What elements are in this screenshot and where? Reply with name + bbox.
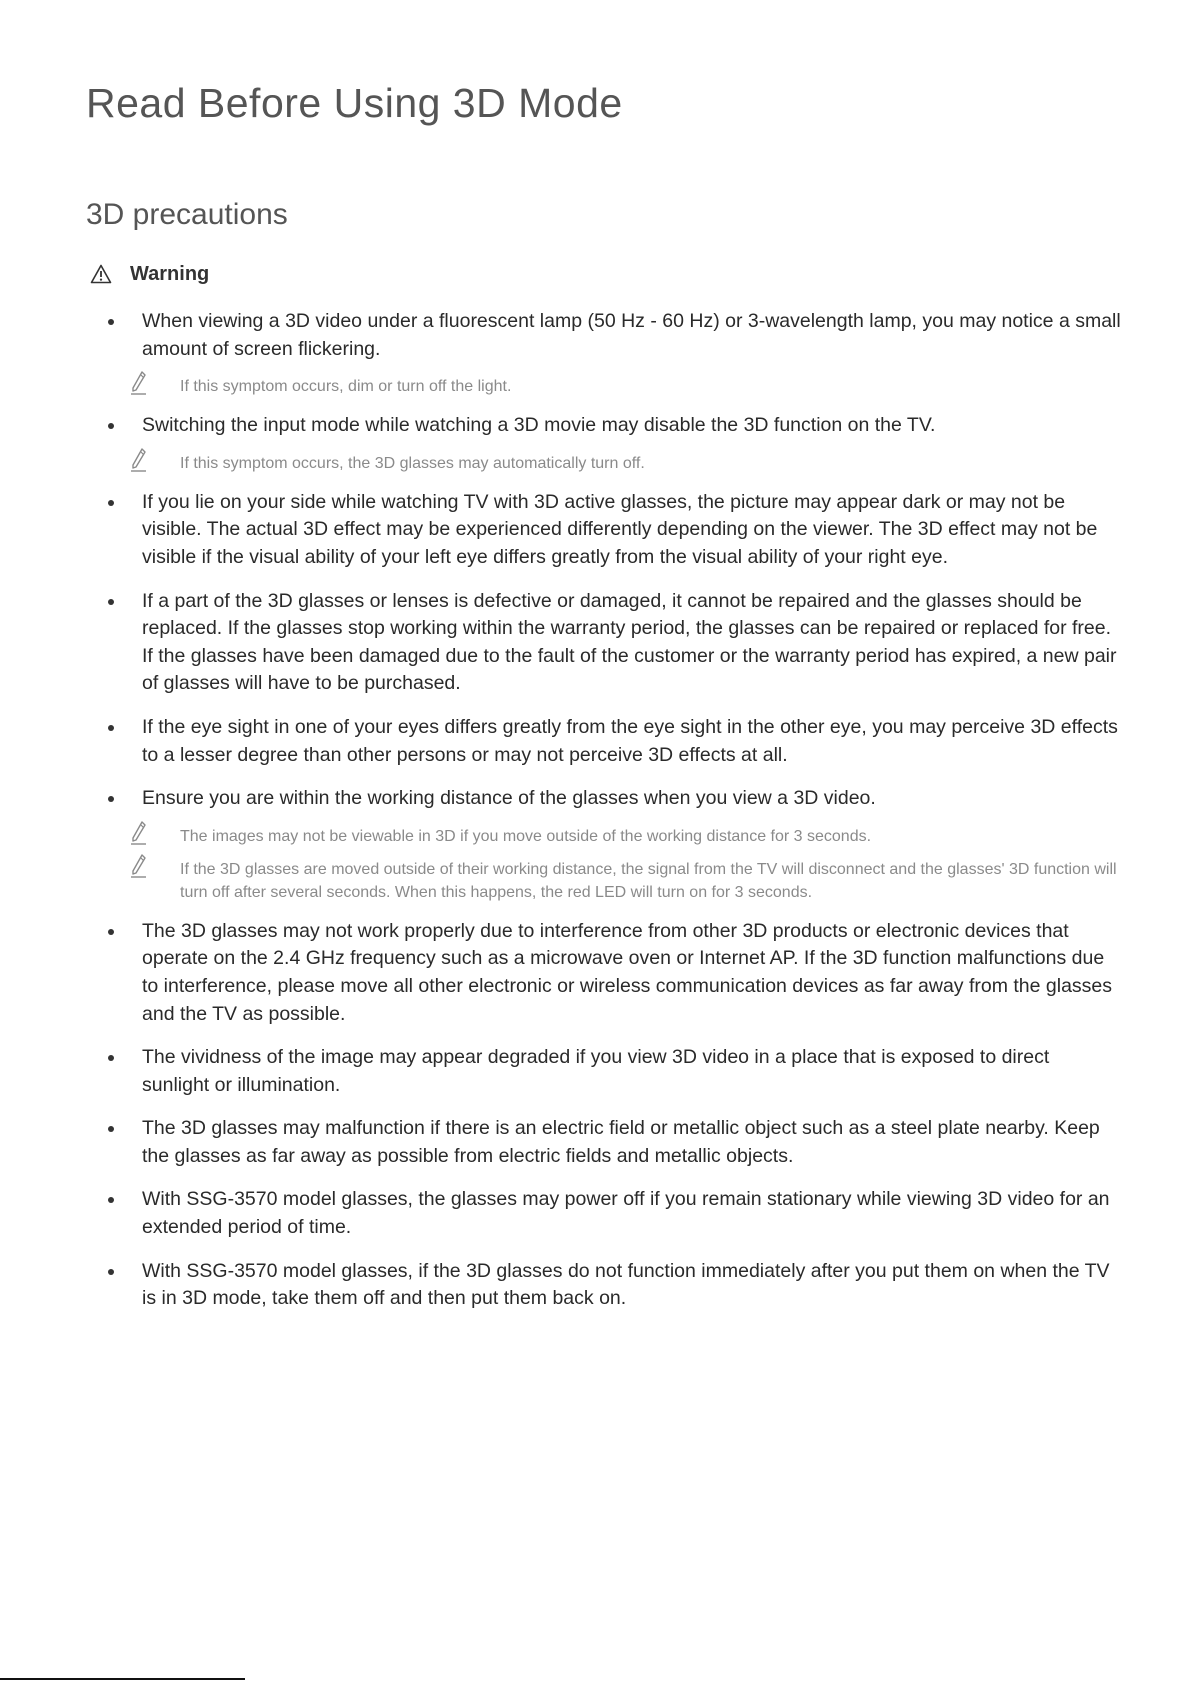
note-text: The images may not be viewable in 3D if you move outside of the working distance for 3 seconds. bbox=[180, 827, 872, 845]
list-item bbox=[0, 489, 1191, 572]
list-item bbox=[0, 308, 1191, 363]
list-item bbox=[0, 588, 1191, 698]
pencil-note-icon bbox=[130, 370, 148, 403]
list-item-text: Ensure you are within the working distance of the glasses when you view a 3D video. bbox=[142, 787, 876, 810]
bullet-dot bbox=[108, 796, 114, 802]
note bbox=[0, 375, 1191, 398]
note bbox=[0, 825, 1191, 848]
note bbox=[0, 858, 1191, 904]
bullet-dot bbox=[108, 1269, 114, 1275]
warning-heading bbox=[90, 260, 209, 288]
note-text: If the 3D glasses are moved outside of their working distance, the signal from the TV will disconnect and the glasses' 3D function will turn off after several seconds. When this happens, the red LED will turn on for 3 seconds. bbox=[180, 860, 1117, 901]
section-title: 3D precautions bbox=[86, 198, 288, 231]
note bbox=[0, 452, 1191, 475]
list-item-text: With SSG-3570 model glasses, if the 3D glasses do not function immediately after you put them on when the TV is in 3D mode, take them off and then put them back on. bbox=[142, 1259, 1110, 1310]
bullet-dot bbox=[108, 1197, 114, 1203]
list-item-text: With SSG-3570 model glasses, the glasses may power off if you remain stationary while viewing 3D video for an extended period of time. bbox=[142, 1188, 1110, 1239]
list-item-text: The vividness of the image may appear degraded if you view 3D video in a place that is exposed to direct sunlight or illumination. bbox=[142, 1046, 1050, 1096]
list-item-text: The 3D glasses may not work properly due to interference from other 3D products or electronic devices that operate on the 2.4 GHz frequency such as a microwave oven or Internet AP. If the 3D function malfunctions due to interference, please move all other electronic or wireless communication devices as far away from the glasses and the TV as possible. bbox=[142, 919, 1113, 1025]
list-item-text: Switching the input mode while watching a 3D movie may disable the 3D function on the TV. bbox=[142, 414, 936, 437]
pencil-note-icon bbox=[130, 820, 148, 853]
pencil-note-icon bbox=[130, 853, 148, 886]
list-item-text: If the eye sight in one of your eyes differs greatly from the eye sight in the other eye, you may perceive 3D effects to a lesser degree than other persons or may not perceive 3D effects at all. bbox=[142, 715, 1118, 766]
list-item-text: If a part of the 3D glasses or lenses is defective or damaged, it cannot be repaired and the glasses should be replaced. If the glasses stop working within the warranty period, the glasses can be repaired or replaced for free. If the glasses have been damaged due to the fault of the customer or the warranty period has expired, a new pair of glasses will have to be purchased. bbox=[142, 589, 1117, 695]
page-title: Read Before Using 3D Mode bbox=[86, 80, 623, 126]
bullet-dot bbox=[108, 319, 114, 325]
bullet-dot bbox=[108, 423, 114, 429]
pencil-note-icon bbox=[130, 447, 148, 480]
bullet-dot bbox=[108, 500, 114, 506]
note-text: If this symptom occurs, the 3D glasses may automatically turn off. bbox=[180, 454, 645, 472]
warning-label: Warning bbox=[130, 262, 210, 285]
footer-divider bbox=[0, 1678, 245, 1680]
list-item bbox=[0, 1258, 1191, 1313]
list-item bbox=[0, 412, 1191, 440]
list-item-text: The 3D glasses may malfunction if there is an electric field or metallic object such as a steel plate nearby. Keep the glasses as far away as possible from electric fields and metallic objects. bbox=[142, 1117, 1100, 1167]
list-item bbox=[0, 1186, 1191, 1241]
bullet-dot bbox=[108, 599, 114, 605]
list-item bbox=[0, 1115, 1191, 1170]
bullet-dot bbox=[108, 725, 114, 731]
list-item-text: If you lie on your side while watching TV with 3D active glasses, the picture may appear dark or may not be visible. The actual 3D effect may be experienced differently depending on the viewer. The 3D effect may not be visible if the visual ability of your left eye differs greatly from the visual ability of your right eye. bbox=[142, 490, 1098, 568]
bullet-dot bbox=[108, 1126, 114, 1132]
list-item-text: When viewing a 3D video under a fluorescent lamp (50 Hz - 60 Hz) or 3-wavelength lamp, you may notice a small amount of screen flickering. bbox=[142, 310, 1121, 360]
bullet-dot bbox=[108, 929, 114, 935]
precautions-list bbox=[0, 308, 1191, 1329]
list-item bbox=[0, 714, 1191, 769]
list-item bbox=[0, 918, 1191, 1028]
bullet-dot bbox=[108, 1055, 114, 1061]
list-item bbox=[0, 1044, 1191, 1099]
note-text: If this symptom occurs, dim or turn off the light. bbox=[180, 378, 512, 396]
warning-triangle-icon bbox=[90, 264, 112, 284]
list-item bbox=[0, 785, 1191, 813]
